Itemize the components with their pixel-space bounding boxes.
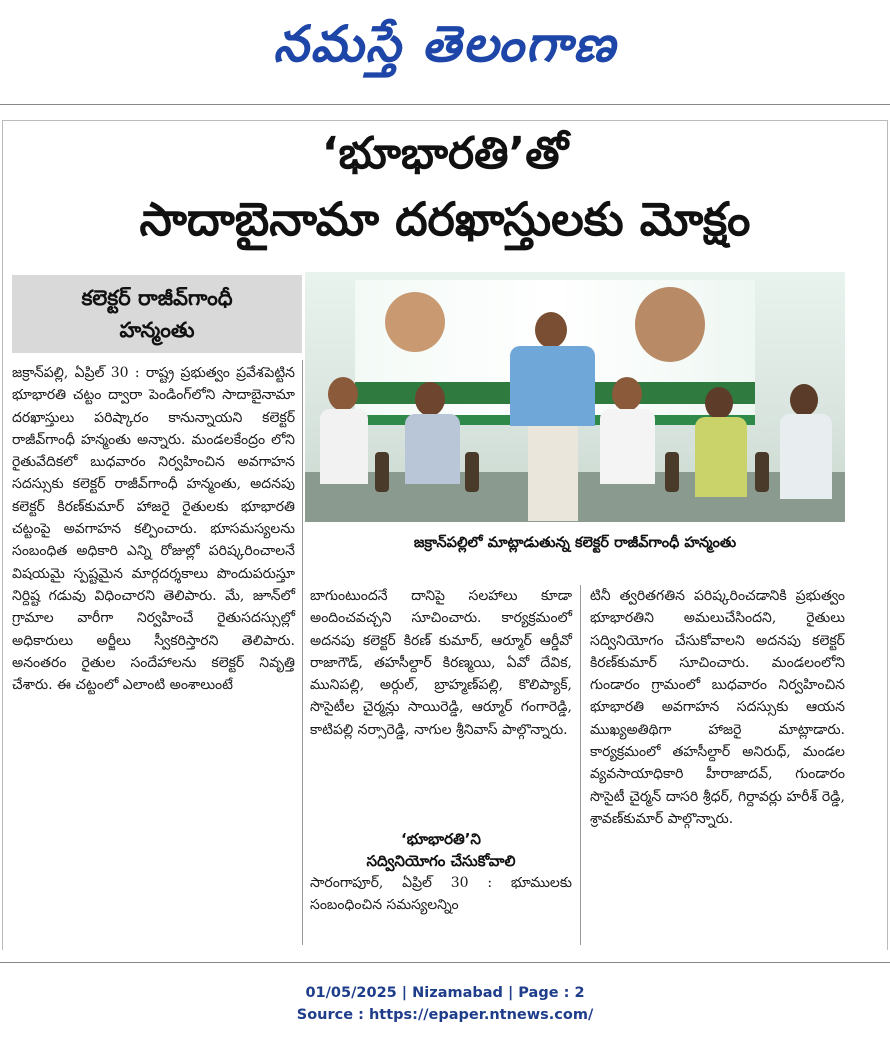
column-divider (302, 360, 303, 945)
footer-divider (0, 962, 890, 963)
article-column-1 (12, 362, 295, 696)
chair (465, 452, 479, 492)
chair (375, 452, 389, 492)
article-column-2-continued (310, 872, 572, 917)
chair (665, 452, 679, 492)
clip-border (2, 120, 887, 121)
masthead (0, 0, 890, 100)
masthead-divider (0, 104, 890, 105)
subheading (310, 828, 572, 872)
banner-portrait (635, 287, 705, 362)
article-paragraph: సారంగాపూర్, ఏప్రిల్ 30 : భూములకు సంబంధించిన సమస్యలన్నిం (310, 875, 572, 914)
article-paragraph: టినీ త్వరితగతిన పరిష్కరించడానికి ప్రభుత్వం భూభారతిని అమలుచేసిందని, రైతులు సద్వినియోగం చేసుకోవాలని అదనపు కలెక్టర్ కిరణ్‌కుమార్ సూచించారు. మండలంలోని గుండారం గ్రామంలో బుధవారం నిర్వహించిన భూభారతి అవగాహన సదస్సుకు ఆయన ముఖ్యఅతిథిగా హాజరై మాట్లాడారు. కార్యక్రమంలో తహసీల్దార్ అనిరుధ్, మండల వ్యవసాయాధికారి హీరాజాదవ్, గుండారం సొసైటీ చైర్మన్ దాసరి శ్రీధర్, గిర్దావర్లు హరీశ్ రెడ్డి, శ్రావణ్‌కుమార్ పాల్గొన్నారు. (590, 588, 845, 827)
article-paragraph: జక్రాన్‌పల్లి, ఏప్రిల్ 30 : రాష్ట్ర ప్రభుత్వం ప్రవేశపెట్టిన భూభారతి చట్టం ద్వారా పెండింగ్‌లోని సాదాబైనామా దరఖాస్తులు పరిష్కారం కానున్నాయని కలెక్టర్ రాజీవ్‌గాంధీ హన్మంతు అన్నారు. మండలకేంద్రం లోని రైతువేదికలో బుధవారం నిర్వహించిన అవగాహన సదస్సుకు కలెక్టర్ రాజీవ్‌గాంధీ హన్మంతు, అదనపు కలెక్టర్ కిరణ్‌కుమార్ హాజరై రైతులకు భూభారతి చట్టంపై అవగాహన కల్పించారు. భూసమస్యలను సంబంధిత అధికారి ఎన్ని రోజుల్లో పరిష్కరించాలనే విషయమై స్పష్టమైన మార్గదర్శకాలు పొందుపరుస్తూ నిర్దిష్ట గడువు విధించారని తెలిపారు. మే, జూన్‌లో గ్రామాల వారీగా నిర్వహించే రైతుసదస్సుల్లో అధికారులు అర్జీలు స్వీకరిస్తారని తెలిపారు. అనంతరం రైతుల సందేహాలను కలెక్టర్ నివృత్తి చేశారు. ఈ చట్టంలో ఎలాంటి అంశాలుంటే (12, 365, 295, 694)
article-column-2 (310, 585, 572, 741)
subheading-line-1: ‘భూభారతి’ని (401, 830, 481, 848)
subheading-line-2: సద్వినియోగం చేసుకోవాలి (366, 852, 516, 870)
byline-line-1: కలెక్టర్ రాజీవ్‌గాంధీ (81, 286, 233, 310)
photo-caption: జక్రాన్‌పల్లిలో మాట్లాడుతున్న కలెక్టర్ రాజీవ్‌గాంధీ హన్మంతు (413, 535, 737, 551)
newspaper-title: నమస్తే తెలంగాణ (273, 14, 617, 73)
footer-source: Source : https://epaper.ntnews.com/ (296, 1007, 594, 1023)
news-photo (305, 272, 845, 522)
column-divider (580, 585, 581, 945)
headline-line-2: సాదాబైనామా దరఖాస్తులకు మోక్షం (139, 192, 751, 246)
headline-line-1: ‘భూభారతి’తో (321, 128, 569, 179)
banner-portrait (385, 292, 445, 352)
byline-line-2: హన్మంతు (119, 318, 195, 342)
footer-date-edition: 01/05/2025 | Nizamabad | Page : 2 (305, 985, 585, 1001)
article-paragraph: బాగుంటుందనే దానిపై సలహాలు కూడా అందించవచ్చని సూచించారు. కార్యక్రమంలో అదనపు కలెక్టర్ కిరణ్ కుమార్, ఆర్మూర్ ఆర్డీవో రాజాగౌడ్, తహసీల్దార్ కిరణ్మయి, ఏవో దేవిక, మునిపల్లి, అర్గుల్, బ్రాహ్మణ్‌పల్లి, కొలిప్యాక్, సొసైటీల చైర్మన్లు సాయిరెడ్డి, ఆర్మూర్ గంగారెడ్డి, కాటిపల్లి నర్సారెడ్డి, నాగుల శ్రీనివాస్ పాల్గొన్నారు. (310, 588, 572, 738)
article-column-3 (590, 585, 845, 830)
chair (755, 452, 769, 492)
byline-box (12, 275, 302, 353)
footer (0, 982, 890, 1026)
